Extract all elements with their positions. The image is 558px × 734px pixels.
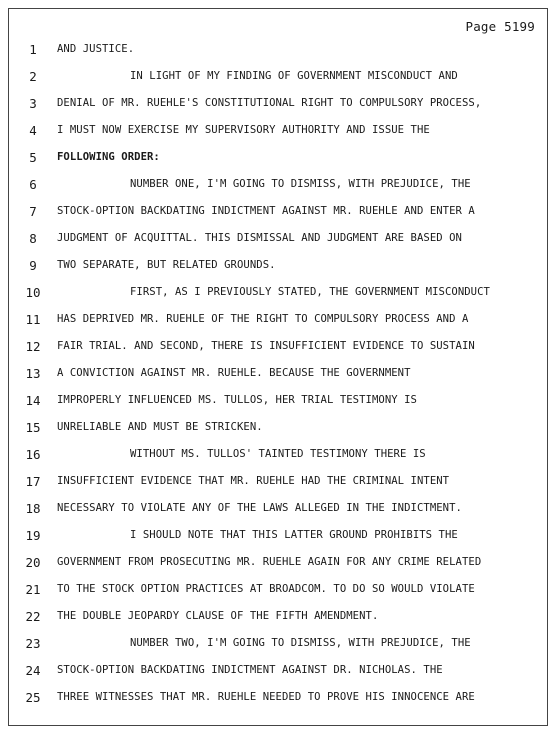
transcript-line	[9, 468, 549, 495]
line-number: 10	[25, 285, 41, 300]
transcript-line	[9, 333, 549, 360]
line-number: 16	[25, 447, 41, 462]
transcript-page	[8, 8, 548, 726]
line-text: UNRELIABLE AND MUST BE STRICKEN.	[57, 421, 263, 433]
line-number: 9	[29, 258, 37, 273]
line-text: NUMBER ONE, I'M GOING TO DISMISS, WITH PREJUDICE, THE	[130, 178, 471, 190]
line-number: 3	[29, 96, 37, 111]
transcript-line	[9, 171, 549, 198]
line-number: 6	[29, 177, 37, 192]
transcript-line	[9, 252, 549, 279]
transcript-line	[9, 522, 549, 549]
transcript-line	[9, 63, 549, 90]
transcript-line	[9, 684, 549, 711]
line-text: NUMBER TWO, I'M GOING TO DISMISS, WITH PREJUDICE, THE	[130, 637, 471, 649]
transcript-line	[9, 495, 549, 522]
line-text: A CONVICTION AGAINST MR. RUEHLE. BECAUSE THE GOVERNMENT	[57, 367, 411, 379]
line-text: TO THE STOCK OPTION PRACTICES AT BROADCOM. TO DO SO WOULD VIOLATE	[57, 583, 475, 595]
transcript-line	[9, 441, 549, 468]
line-text: STOCK-OPTION BACKDATING INDICTMENT AGAINST MR. RUEHLE AND ENTER A	[57, 205, 475, 217]
line-number: 23	[25, 636, 41, 651]
transcript-line	[9, 225, 549, 252]
line-number: 20	[25, 555, 41, 570]
line-number: 8	[29, 231, 37, 246]
transcript-line	[9, 657, 549, 684]
transcript-line	[9, 360, 549, 387]
line-text: WITHOUT MS. TULLOS' TAINTED TESTIMONY THERE IS	[130, 448, 426, 460]
page-number: Page 5199	[465, 19, 535, 34]
transcript-line	[9, 36, 549, 63]
line-number: 21	[25, 582, 41, 597]
line-text: IMPROPERLY INFLUENCED MS. TULLOS, HER TRIAL TESTIMONY IS	[57, 394, 417, 406]
line-number: 1	[29, 42, 37, 57]
line-number: 5	[29, 150, 37, 165]
line-text: GOVERNMENT FROM PROSECUTING MR. RUEHLE AGAIN FOR ANY CRIME RELATED	[57, 556, 482, 568]
transcript-line	[9, 306, 549, 333]
line-text: NECESSARY TO VIOLATE ANY OF THE LAWS ALLEGED IN THE INDICTMENT.	[57, 502, 462, 514]
line-number: 7	[29, 204, 37, 219]
line-number: 25	[25, 690, 41, 705]
transcript-line	[9, 630, 549, 657]
line-number: 13	[25, 366, 41, 381]
line-text: I MUST NOW EXERCISE MY SUPERVISORY AUTHORITY AND ISSUE THE	[57, 124, 430, 136]
line-text: I SHOULD NOTE THAT THIS LATTER GROUND PROHIBITS THE	[130, 529, 458, 541]
transcript-line	[9, 549, 549, 576]
line-text: FIRST, AS I PREVIOUSLY STATED, THE GOVERNMENT MISCONDUCT	[130, 286, 490, 298]
line-text: HAS DEPRIVED MR. RUEHLE OF THE RIGHT TO COMPULSORY PROCESS AND A	[57, 313, 469, 325]
line-text: THE DOUBLE JEOPARDY CLAUSE OF THE FIFTH AMENDMENT.	[57, 610, 379, 622]
line-text: THREE WITNESSES THAT MR. RUEHLE NEEDED TO PROVE HIS INNOCENCE ARE	[57, 691, 475, 703]
line-number: 2	[29, 69, 37, 84]
transcript-line	[9, 279, 549, 306]
transcript-line	[9, 387, 549, 414]
line-text: JUDGMENT OF ACQUITTAL. THIS DISMISSAL AND JUDGMENT ARE BASED ON	[57, 232, 462, 244]
transcript-line	[9, 144, 549, 171]
line-number: 4	[29, 123, 37, 138]
line-number: 11	[25, 312, 41, 327]
line-number: 15	[25, 420, 41, 435]
line-text: TWO SEPARATE, BUT RELATED GROUNDS.	[57, 259, 276, 271]
transcript-line	[9, 117, 549, 144]
line-text: STOCK-OPTION BACKDATING INDICTMENT AGAINST DR. NICHOLAS. THE	[57, 664, 443, 676]
line-text: FOLLOWING ORDER:	[57, 151, 160, 163]
transcript-line	[9, 198, 549, 225]
line-number: 18	[25, 501, 41, 516]
transcript-line	[9, 414, 549, 441]
line-number: 17	[25, 474, 41, 489]
line-number: 14	[25, 393, 41, 408]
line-text: DENIAL OF MR. RUEHLE'S CONSTITUTIONAL RIGHT TO COMPULSORY PROCESS,	[57, 97, 482, 109]
transcript-line	[9, 576, 549, 603]
line-text: FAIR TRIAL. AND SECOND, THERE IS INSUFFICIENT EVIDENCE TO SUSTAIN	[57, 340, 475, 352]
line-number: 22	[25, 609, 41, 624]
line-number: 19	[25, 528, 41, 543]
line-text: IN LIGHT OF MY FINDING OF GOVERNMENT MISCONDUCT AND	[130, 70, 458, 82]
line-text: INSUFFICIENT EVIDENCE THAT MR. RUEHLE HAD THE CRIMINAL INTENT	[57, 475, 450, 487]
transcript-line	[9, 90, 549, 117]
line-number: 12	[25, 339, 41, 354]
line-text: AND JUSTICE.	[57, 43, 135, 55]
transcript-lines	[9, 36, 549, 711]
transcript-line	[9, 603, 549, 630]
line-number: 24	[25, 663, 41, 678]
